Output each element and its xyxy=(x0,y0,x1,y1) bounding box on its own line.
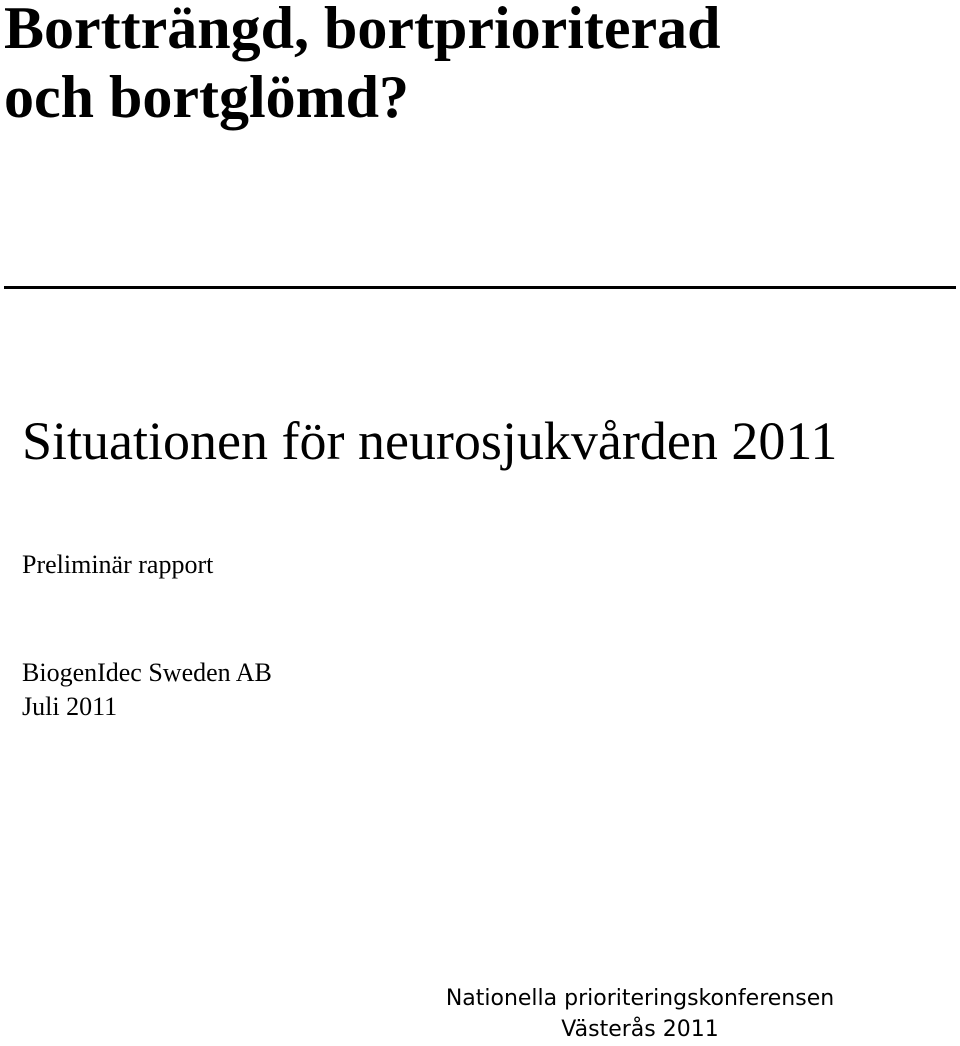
conference-footer xyxy=(425,984,855,1046)
conference-location-year: Västerås 2011 xyxy=(561,1016,719,1042)
organization-name: BiogenIdec Sweden AB xyxy=(22,658,272,687)
publication-date: Juli 2011 xyxy=(22,691,118,721)
conference-name: Nationella prioriteringskonferensen xyxy=(445,986,835,1011)
title-line-2: och bortglömd? xyxy=(4,64,409,130)
subtitle: Situationen för neurosjukvården 2011 xyxy=(22,411,838,471)
main-title xyxy=(4,0,721,132)
horizontal-rule xyxy=(4,286,956,289)
report-type: Preliminär rapport xyxy=(22,550,214,579)
publisher-block xyxy=(22,656,272,724)
title-line-1: Bortträngd, bortprioriterad xyxy=(4,0,721,61)
